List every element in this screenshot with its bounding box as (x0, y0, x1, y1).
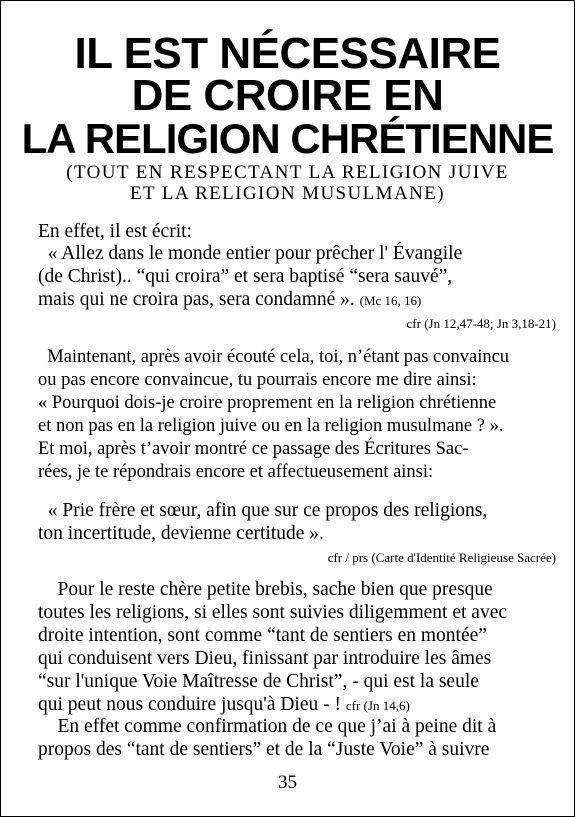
para4-line-7: En effet comme confirmation de ce que j’ai à peine dit à (38, 716, 497, 737)
para3-reference: cfr / prs (Carte d'Identité Religieuse Sacrée) (327, 550, 556, 565)
para2-line-1: Maintenant, après avoir écouté cela, toi, n’étant pas convaincu (38, 347, 510, 367)
para4-line-2: toutes les religions, si elles sont suivies diligemment et avec (38, 602, 507, 623)
para4-line-8: propos des “tant de sentiers” et de la “Juste Voie” à suivre (38, 739, 490, 760)
subtitle-line-2: ET LA RELIGION MUSULMANE) (130, 183, 445, 204)
para1-reference: cfr (Jn 12,47-48; Jn 3,18-21) (406, 316, 556, 331)
page-number: 35 (278, 772, 297, 793)
para4-line-1: Pour le reste chère petite brebis, sache bien que presque (38, 579, 493, 600)
para1-line-4-text: mais qui ne croira pas, sera condamné ». (38, 289, 360, 310)
para4-line-5: “sur l'unique Voie Maîtresse de Christ”, - qui est la seule (38, 671, 479, 692)
para2-line-6: rées, je te répondrais encore et affectueusement ainsi: (38, 462, 434, 482)
para2-line-2: ou pas encore convaincue, tu pourrais encore me dire ainsi: (38, 370, 477, 390)
para4-line-6-ref: cfr (Jn 14,6) (345, 698, 410, 713)
para1-line-4-ref: (Mc 16, 16) (359, 293, 422, 308)
subtitle-line-1: (TOUT EN RESPECTANT LA RELIGION JUIVE (66, 162, 509, 183)
para1-line-1: En effet, il est écrit: (38, 221, 192, 242)
para1-line-4 (38, 289, 421, 312)
title-line-1: IL EST NÉCESSAIRE (74, 29, 501, 78)
para4-line-6-text: qui peut nous conduire jusqu'à Dieu - ! (38, 694, 346, 715)
title-line-2: DE CROIRE EN (131, 71, 444, 120)
title-line-3: LA RELIGION CHRÉTIENNE (21, 115, 554, 162)
para2-line-4: et non pas en la religion juive ou en la religion musulmane ? ». (38, 416, 504, 436)
para1-line-3: (de Christ).. “qui croira” et sera baptisé “sera sauvé”, (38, 266, 453, 287)
para4-line-4: qui conduisent vers Dieu, finissant par introduire les âmes (38, 648, 492, 669)
para2-line-5: Et moi, après t’avoir montré ce passage des Écritures Sac- (38, 439, 469, 459)
para3-line-2: ton incertitude, devienne certitude ». (38, 523, 324, 544)
para2-line-3: « Pourquoi dois-je croire proprement en la religion chrétienne (38, 393, 497, 413)
para4-line-6 (38, 694, 410, 717)
para1-line-2: « Allez dans le monde entier pour prêcher l' Évangile (38, 243, 463, 264)
para4-line-3: droite intention, sont comme “tant de sentiers en montée” (38, 625, 487, 646)
para3-line-1: « Prie frère et sœur, afin que sur ce propos des religions, (38, 500, 488, 521)
